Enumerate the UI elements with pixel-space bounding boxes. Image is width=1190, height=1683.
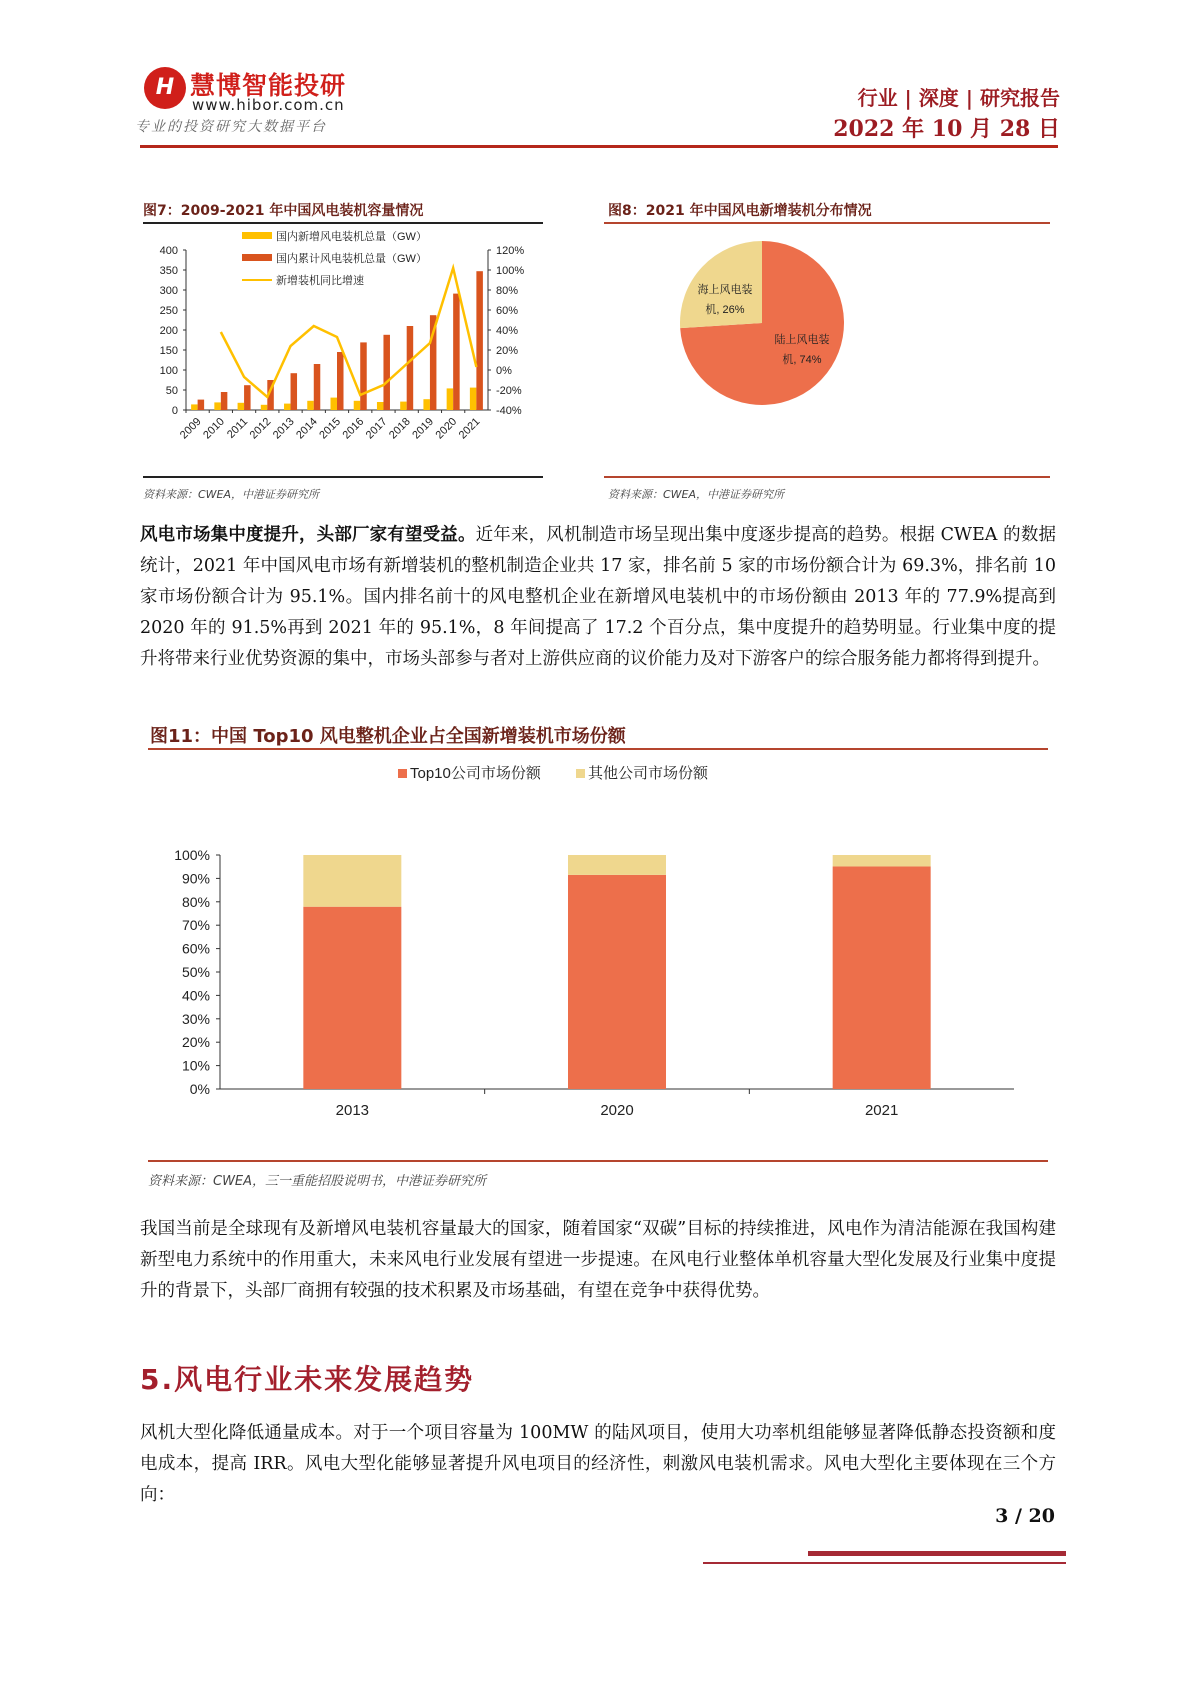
fig7-title-rule <box>143 222 543 224</box>
svg-text:90%: 90% <box>181 870 210 887</box>
bar-cumulative-capacity <box>407 326 414 410</box>
logo-mark: H <box>144 67 186 109</box>
logo-slogan: 专业的投资研究大数据平台 <box>135 119 327 135</box>
fig8-title-rule <box>604 222 1050 224</box>
bar-new-capacity <box>377 402 384 410</box>
svg-text:机, 74%: 机, 74% <box>782 354 822 366</box>
svg-text:2021: 2021 <box>864 1102 899 1119</box>
fig11-source: 资料来源：CWEA，三一重能招股说明书，中港证券研究所 <box>148 1174 487 1189</box>
svg-text:100%: 100% <box>174 847 210 863</box>
bar-new-capacity <box>400 402 407 410</box>
svg-text:10%: 10% <box>181 1057 210 1074</box>
svg-text:国内累计风电装机总量（GW）: 国内累计风电装机总量（GW） <box>276 253 427 265</box>
bar-new-capacity <box>470 388 477 410</box>
bar-new-capacity <box>214 402 221 410</box>
stacked-bar-segment <box>833 866 931 1089</box>
paragraph-large-turbine: 风机大型化降低通量成本。对于一个项目容量为 100MW 的陆风项目，使用大功率机组能够显著降低静态投资额和度电成本，提高 IRR。风电大型化能够显著提升风电项目的经济性，刺激风电装机需求。风电大型化主要体现在三个方向： <box>140 1423 1056 1505</box>
bar-cumulative-capacity <box>337 352 344 410</box>
svg-text:机, 26%: 机, 26% <box>705 304 745 316</box>
bar-new-capacity <box>284 404 291 410</box>
svg-text:30%: 30% <box>181 1010 210 1027</box>
paragraph-text: 近年来，风机制造市场呈现出集中度逐步提高的趋势。根据 CWEA 的数据统计，2021 年中国风电市场有新增装机的整机制造企业共 17 家，排名前 5 家的市场份额合计为 69.3%，排名前 10 家市场份额合计为 95.1%。国内排名前十的风电整机企业在新增风电装机中的市场份额由 2013 年的 77.9%提高到 2020 年的 91.5%再到 2021 年的 95.1%，8 年间提高了 17.2 个百分点，集中度提升的趋势明显。行业集中度的提升将带来行业优势资源的集中，市场头部参与者对上游供应商的议价能力及对下游客户的综合服务能力都将得到提升。 <box>140 525 1056 669</box>
section-title: 5.风电行业未来发展趋势 <box>140 1363 475 1396</box>
svg-text:400: 400 <box>159 245 178 257</box>
footer-rule-thick <box>808 1551 1066 1556</box>
svg-text:2011: 2011 <box>224 415 251 441</box>
fig7-chart <box>140 228 550 448</box>
svg-text:2012: 2012 <box>247 415 274 442</box>
fig8-bottom-rule <box>604 476 1050 478</box>
svg-text:60%: 60% <box>181 940 210 957</box>
svg-text:50: 50 <box>165 385 178 397</box>
svg-text:80%: 80% <box>496 285 519 297</box>
svg-text:2013: 2013 <box>270 415 297 442</box>
svg-text:20%: 20% <box>496 345 519 357</box>
svg-text:新增装机同比增速: 新增装机同比增速 <box>276 275 364 287</box>
bar-new-capacity <box>447 388 454 410</box>
stacked-bar-segment <box>568 875 666 1089</box>
svg-text:350: 350 <box>159 265 178 277</box>
svg-text:40%: 40% <box>181 987 210 1004</box>
bar-new-capacity <box>191 404 198 410</box>
logo-name: 慧博智能投研 <box>190 71 347 100</box>
svg-text:20%: 20% <box>181 1034 210 1051</box>
stacked-bar-segment <box>833 855 931 866</box>
svg-text:国内新增风电装机总量（GW）: 国内新增风电装机总量（GW） <box>276 231 427 243</box>
svg-text:-20%: -20% <box>496 385 522 397</box>
svg-text:200: 200 <box>159 325 178 337</box>
svg-text:2010: 2010 <box>201 415 227 442</box>
svg-text:2018: 2018 <box>387 415 413 442</box>
svg-text:其他公司市场份额: 其他公司市场份额 <box>588 765 709 782</box>
svg-text:300: 300 <box>159 285 178 297</box>
svg-text:Top10公司市场份额: Top10公司市场份额 <box>410 765 541 782</box>
bar-cumulative-capacity <box>314 364 321 410</box>
fig11-title-rule <box>148 748 1048 750</box>
stacked-bar-segment <box>568 855 666 875</box>
bar-new-capacity <box>307 401 314 410</box>
svg-text:2021: 2021 <box>456 415 483 442</box>
svg-text:-40%: -40% <box>496 405 522 417</box>
bar-cumulative-capacity <box>198 400 205 410</box>
svg-text:150: 150 <box>159 345 178 357</box>
logo-url[interactable]: www.hibor.com.cn <box>192 96 345 114</box>
bar-new-capacity <box>423 399 430 410</box>
bar-cumulative-capacity <box>221 392 228 410</box>
svg-text:0%: 0% <box>189 1081 210 1097</box>
bar-cumulative-capacity <box>244 385 251 410</box>
fig7-bottom-rule <box>143 476 543 478</box>
svg-text:100: 100 <box>159 365 178 377</box>
fig11-title: 图11：中国 Top10 风电整机企业占全国新增装机市场份额 <box>150 726 626 747</box>
svg-text:2019: 2019 <box>410 415 437 442</box>
paragraph-market-concentration <box>140 520 1056 675</box>
svg-text:2020: 2020 <box>433 415 460 442</box>
svg-text:2014: 2014 <box>294 415 320 442</box>
footer-rule-thin <box>703 1562 1066 1564</box>
bar-cumulative-capacity <box>476 271 483 410</box>
svg-text:40%: 40% <box>496 325 519 337</box>
svg-text:陆上风电装: 陆上风电装 <box>774 334 830 346</box>
stacked-bar-segment <box>303 855 401 907</box>
bar-new-capacity <box>354 401 361 410</box>
paragraph-outlook: 我国当前是全球现有及新增风电装机容量最大的国家，随着国家“双碳”目标的持续推进，风电作为清洁能源在我国构建新型电力系统中的作用重大，未来风电行业发展有望进一步提速。在风电行业整体单机容量大型化发展及行业集中度提升的背景下，头部厂商拥有较强的技术积累及市场基础，有望在竞争中获得优势。 <box>140 1219 1056 1301</box>
report-date: 2022 年 10 月 28 日 <box>833 116 1060 142</box>
svg-text:2016: 2016 <box>340 415 367 442</box>
svg-text:60%: 60% <box>496 305 519 317</box>
svg-text:2015: 2015 <box>317 415 344 442</box>
bar-cumulative-capacity <box>453 294 460 410</box>
fig11-bottom-rule <box>148 1160 1048 1162</box>
bar-new-capacity <box>238 403 245 410</box>
fig8-source: 资料来源：CWEA，中港证券研究所 <box>608 488 785 501</box>
svg-text:70%: 70% <box>181 917 210 934</box>
page-number: 3 / 20 <box>995 1505 1055 1527</box>
svg-text:0%: 0% <box>496 365 512 377</box>
svg-text:120%: 120% <box>496 245 525 257</box>
svg-text:2017: 2017 <box>363 415 390 442</box>
bar-cumulative-capacity <box>383 335 390 410</box>
fig7-source: 资料来源：CWEA，中港证券研究所 <box>143 488 320 501</box>
header-divider <box>140 145 1058 148</box>
fig8-title: 图8：2021 年中国风电新增装机分布情况 <box>608 203 872 219</box>
svg-text:2013: 2013 <box>335 1102 370 1119</box>
fig8-chart <box>604 228 1050 448</box>
paragraph-lead: 风电市场集中度提升，头部厂家有望受益。 <box>140 525 476 545</box>
growth-rate-line <box>221 268 477 397</box>
svg-text:2009: 2009 <box>177 415 204 442</box>
report-type: 行业 | 深度 | 研究报告 <box>857 86 1060 110</box>
svg-text:0: 0 <box>171 405 178 417</box>
svg-text:2020: 2020 <box>600 1102 634 1119</box>
svg-text:80%: 80% <box>181 893 210 910</box>
svg-text:100%: 100% <box>496 265 525 277</box>
svg-text:50%: 50% <box>181 964 210 980</box>
bar-new-capacity <box>330 398 337 410</box>
fig11-chart <box>148 755 1048 1135</box>
svg-text:250: 250 <box>159 305 178 317</box>
stacked-bar-segment <box>303 907 401 1089</box>
bar-cumulative-capacity <box>291 373 298 410</box>
svg-text:海上风电装: 海上风电装 <box>697 284 753 296</box>
fig7-title: 图7：2009-2021 年中国风电装机容量情况 <box>143 203 424 219</box>
bar-new-capacity <box>261 405 268 410</box>
bar-cumulative-capacity <box>360 342 367 410</box>
